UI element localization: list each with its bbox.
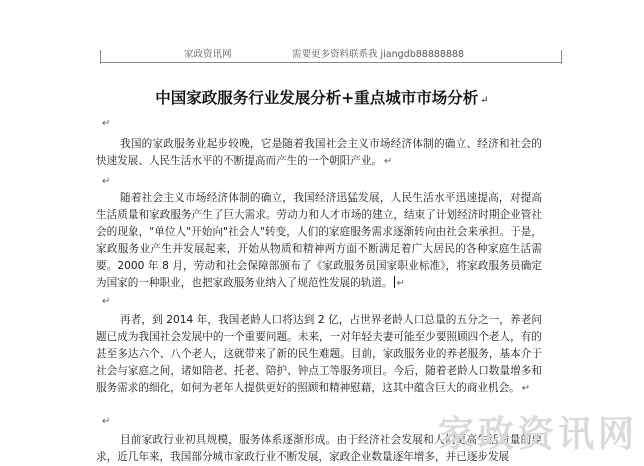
paragraph-mark-icon: ↵	[521, 383, 531, 394]
watermark-logo: 家政资讯网	[437, 414, 638, 455]
paragraph-1-text: 我国的家政服务业起步较晚，它是随着我国社会主义市场经济体制的确立、经济和社会的快速发展、人民生活水平的不断提高而产生的一个朝阳产业。	[96, 138, 542, 167]
paragraph-1[interactable]	[96, 136, 542, 170]
paragraph-mark-icon: ↵	[480, 95, 489, 106]
empty-paragraph-mark-icon: ↵	[102, 176, 111, 187]
document-title[interactable]	[0, 86, 644, 108]
paragraph-2[interactable]	[96, 190, 542, 292]
header-rule	[100, 62, 562, 63]
title-text: 中国家政服务行业发展分析+重点城市市场分析	[155, 88, 479, 107]
paragraph-3[interactable]	[96, 312, 542, 397]
empty-paragraph-mark-icon: ↵	[102, 296, 111, 307]
paragraph-mark-icon: ↵	[396, 278, 406, 289]
paragraph-3-text: 再者，到 2014 年，我国老龄人口将达到 2 亿，占世界老龄人口总量的五分之一，养老问题已成为我国社会发展中的一个重要问题。未来，一对年轻夫妻可能至少要照顾四个老人，有的甚至多达六个、八个老人，这就带来了新的民生难题。目前，家政服务业的养老服务，基本介于社会与家庭之间，诸如陪老、托老、陪护、钟点工等服务项目。今后，随着老龄人口数量增多和服务需求的细化，如何为老年人提供更好的照顾和精神慰藉，这其中蕴含巨大的商业机会。	[96, 314, 542, 394]
paragraph-2-text: 随着社会主义市场经济体制的确立，我国经济迅猛发展，人民生活水平迅速提高，对提高生活质量和家政服务产生了巨大需求。劳动力和人才市场的建立，结束了计划经济时期企业管社会的现象，"单位人"开始向"社会人"转变，人们的家庭服务需求逐渐转向由社会来承担。于是，家政服务业产生并发展起来，开始从物质和精神两方面不断满足着广大居民的各种家庭生活需要。2000 年 8 月，劳动和社会保障部颁布了《家政服务员国家职业标准》，将家政服务员确定为国家的一种职业，也把家政服务业纳入了规范性发展的轨道。	[96, 192, 542, 289]
empty-paragraph-mark-icon: ↵	[102, 416, 111, 427]
header-right-text: 需要更多资料联系我 jiangdb88888888	[292, 49, 465, 60]
paragraph-4-text: 目前家政行业初具规模，服务体系逐渐形成。由于经济社会发展和人们更高生活质量的要求，近几年来，我国部分城市家政行业不断发展，家政企业数量逐年增多，并已逐步发展	[96, 434, 542, 463]
header-left-text: 家政资讯网	[184, 49, 232, 60]
text-cursor	[394, 276, 395, 288]
paragraph-mark-icon: ↵	[384, 156, 393, 167]
empty-paragraph-mark-icon: ↵	[102, 118, 111, 129]
